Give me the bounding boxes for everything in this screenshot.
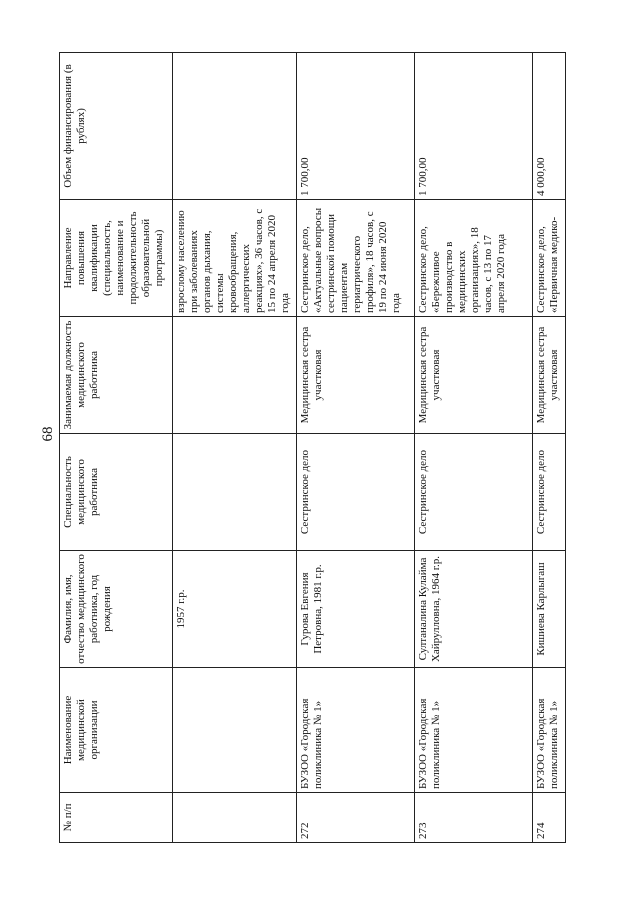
cell-number: 273 xyxy=(415,793,533,843)
header-specialty: Специальность медицинского работника xyxy=(60,434,173,551)
cell-person: Гурова Евгения Петровна, 1981 г.р. xyxy=(297,551,415,668)
cell-direction: взрослому населению при заболеваниях органов дыхания, системы кровообращения, аллергических реакциях», 36 часов, с 15 по 24 апреля 2020 года xyxy=(173,200,297,317)
cell-specialty: Сестринское дело xyxy=(297,434,415,551)
header-position: Занимаемая должность медицинского работника xyxy=(60,317,173,434)
cell-specialty xyxy=(173,434,297,551)
table-row xyxy=(297,53,415,843)
cell-organization: БУЗОО «Городская поликлиника № 1» xyxy=(533,668,566,793)
header-organization: Наименование медицинской организации xyxy=(60,668,173,793)
cell-amount: 1 700,00 xyxy=(415,53,533,200)
cell-direction: Сестринское дело, «Актуальные вопросы сестринской помощи пациентам гериатрического профиля», 18 часов, с 19 по 24 июня 2020 года xyxy=(297,200,415,317)
table-row xyxy=(415,53,533,843)
header-person: Фамилия, имя, отчество медицинского работника, год рождения xyxy=(60,551,173,668)
table-header-row xyxy=(60,53,173,843)
cell-number xyxy=(173,793,297,843)
cell-organization: БУЗОО «Городская поликлиника № 1» xyxy=(415,668,533,793)
header-amount: Объем финансирования (в рублях) xyxy=(60,53,173,200)
cell-position: Медицинская сестра участковая xyxy=(533,317,566,434)
cell-person: Султаналина Кулайма Хайрулловна, 1964 г.р. xyxy=(415,551,533,668)
cell-person: Кишиева Карлыгаш xyxy=(533,551,566,668)
header-number: № п/п xyxy=(60,793,173,843)
cell-direction: Сестринское дело, «Первичная медико- xyxy=(533,200,566,317)
page-number: 68 xyxy=(40,426,56,442)
cell-position: Медицинская сестра участковая xyxy=(297,317,415,434)
cell-position xyxy=(173,317,297,434)
cell-amount: 1 700,00 xyxy=(297,53,415,200)
cell-specialty: Сестринское дело xyxy=(533,434,566,551)
rotated-page-content xyxy=(59,53,574,843)
cell-number: 272 xyxy=(297,793,415,843)
training-funding-table xyxy=(59,52,566,843)
cell-amount xyxy=(173,53,297,200)
cell-position: Медицинская сестра участковая xyxy=(415,317,533,434)
header-direction: Направление повышения квалификации (специальность, наименование и продолжительность образовательной программы) xyxy=(60,200,173,317)
cell-direction: Сестринское дело, «Бережливое производство в медицинских организациях», 18 часов, с 13 по 17 апреля 2020 года xyxy=(415,200,533,317)
cell-organization: БУЗОО «Городская поликлиника № 1» xyxy=(297,668,415,793)
cell-amount: 4 000,00 xyxy=(533,53,566,200)
cell-specialty: Сестринское дело xyxy=(415,434,533,551)
cell-organization xyxy=(173,668,297,793)
table-row xyxy=(533,53,566,843)
cell-person: 1957 г.р. xyxy=(173,551,297,668)
cell-number: 274 xyxy=(533,793,566,843)
table-row xyxy=(173,53,297,843)
